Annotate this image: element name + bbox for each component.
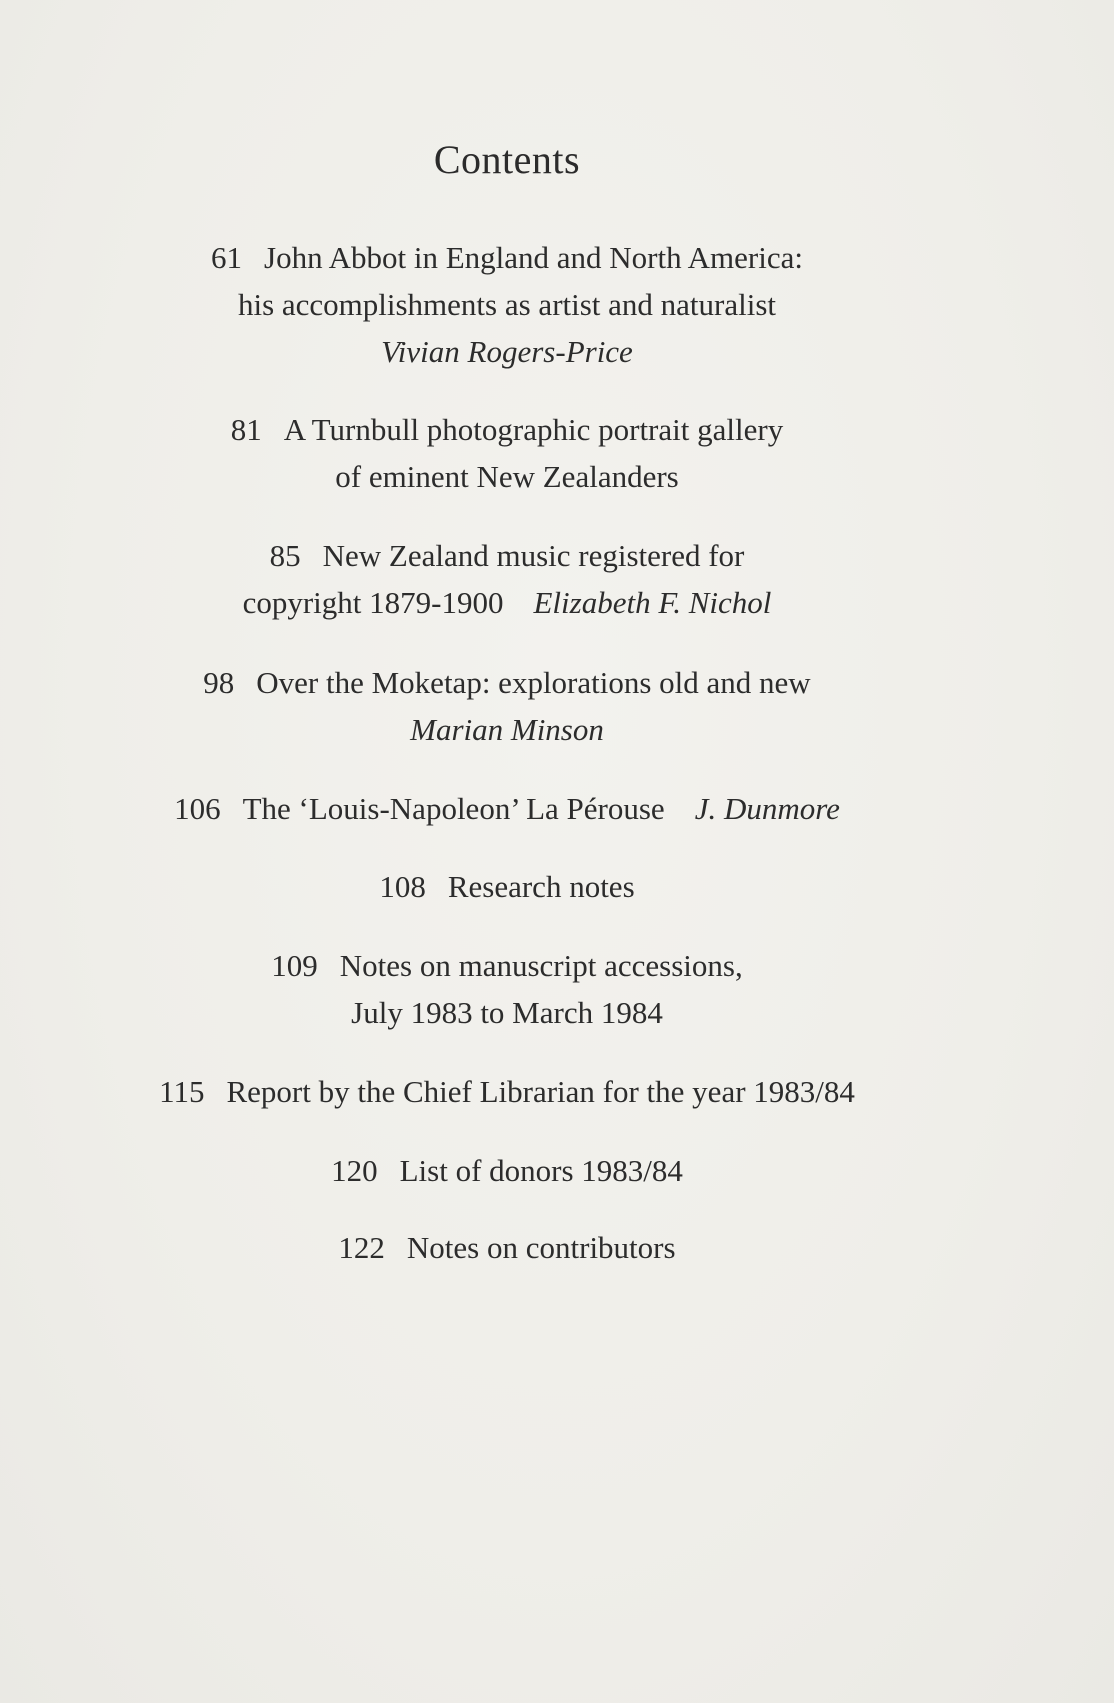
toc-entry-title: List of donors 1983/84 [399,1153,683,1188]
toc-entry-title: Over the Moketap: explorations old and new [256,665,811,700]
toc-entry-line [0,1147,1014,1194]
toc-entry-line [0,785,1014,832]
toc-entry[interactable] [0,1068,1014,1115]
toc-page-number: 109 [271,948,318,983]
toc-entry[interactable] [0,1147,1014,1194]
toc-entry-author: Elizabeth F. Nichol [533,585,772,620]
toc-page-number: 108 [379,869,426,904]
toc-entry-title: Research notes [447,869,635,904]
toc-entry-line [0,579,1014,626]
toc-entry-author: J. Dunmore [694,791,840,826]
toc-entry-line [0,659,1014,706]
toc-entry[interactable] [0,942,1014,1036]
toc-entry[interactable] [0,532,1014,626]
toc-page-number: 98 [203,665,235,700]
toc-page-number: 61 [211,240,242,275]
toc-entry-line [0,1224,1014,1271]
toc-page-number: 115 [159,1074,205,1109]
toc-entry-title: John Abbot in England and North America: [264,240,803,275]
toc-entry-title: Report by the Chief Librarian for the year 1983/84 [226,1074,855,1109]
toc-page-number: 120 [331,1153,378,1188]
toc-entry-author: Marian Minson [410,712,604,747]
toc-entry-title-continued: copyright 1879-1900 [242,585,504,620]
toc-entry[interactable] [0,785,1014,832]
toc-entry-line [0,942,1014,989]
page-title: Contents [433,137,581,182]
toc-entry-line [0,1068,1014,1115]
toc-entry-line [0,234,1014,281]
toc-entry-title: The ‘Louis-Napoleon’ La Pérouse [242,791,665,826]
toc-entry[interactable] [0,659,1014,753]
toc-entry-line [0,532,1014,579]
toc-entry-line [0,406,1014,453]
toc-entry-title-continued: of eminent New Zealanders [335,459,679,494]
toc-entry[interactable] [0,234,1014,375]
toc-entry-title-continued: his accomplishments as artist and naturalist [237,287,777,322]
toc-entry[interactable] [0,406,1014,500]
toc-entry-title: New Zealand music registered for [322,538,745,573]
toc-page-number: 85 [269,538,301,573]
toc-page-number: 122 [338,1230,385,1265]
toc-page-number: 81 [230,412,262,447]
toc-entry-title-continued: July 1983 to March 1984 [351,995,663,1030]
toc-entry-author: Vivian Rogers-Price [381,334,633,369]
toc-entry[interactable] [0,863,1014,910]
toc-entry-title: Notes on manuscript accessions, [339,948,743,983]
toc-entry[interactable] [0,1224,1014,1271]
toc-entry-line [0,863,1014,910]
toc-entry-title: A Turnbull photographic portrait gallery [283,412,784,447]
toc-page-number: 106 [174,791,221,826]
toc-entry-title: Notes on contributors [406,1230,676,1265]
